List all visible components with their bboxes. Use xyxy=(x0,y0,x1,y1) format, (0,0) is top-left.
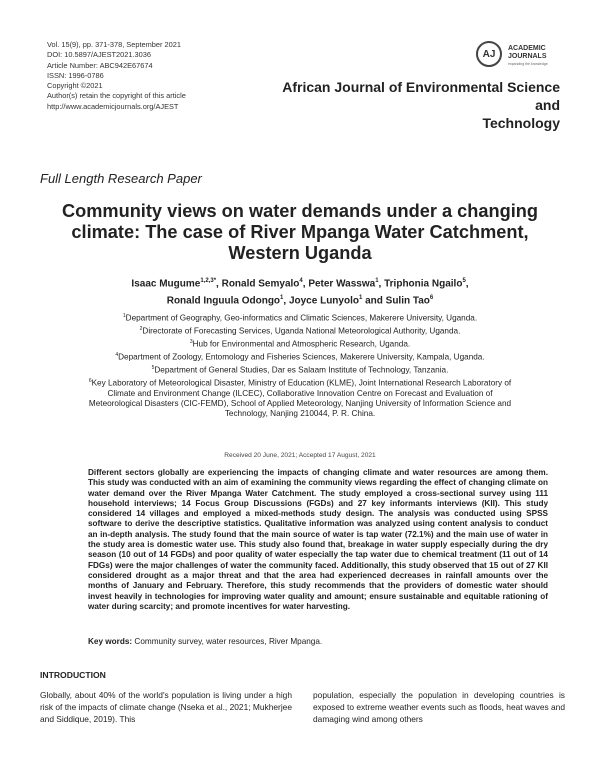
author-name: Ronald Inguula Odongo xyxy=(166,295,281,307)
logo-circle-icon: AJ xyxy=(476,41,502,67)
meta-issn: ISSN: 1996-0786 xyxy=(47,70,104,80)
author-name: Joyce Lunyolo xyxy=(288,295,359,307)
received-accepted-dates: Received 20 June, 2021; Accepted 17 August, 2021 xyxy=(224,452,376,459)
article-metadata xyxy=(47,40,186,112)
affiliation-list xyxy=(40,311,560,419)
affiliation xyxy=(40,311,560,324)
author-affiliation-marker: 1,2,3* xyxy=(200,278,217,284)
journal-title xyxy=(268,78,560,132)
author-line-2 xyxy=(60,291,540,308)
journal-title-line-1: African Journal of Environmental Science and xyxy=(282,79,560,113)
author-list xyxy=(60,274,540,309)
affiliation-text: Department of Geography, Geo-informatics and Climatic Sciences, Makerere University, Uganda. xyxy=(125,313,478,323)
affiliation-text: Department of General Studies, Dar es Salaam Institute of Technology, Tanzania. xyxy=(154,365,449,375)
author-separator: , xyxy=(378,278,385,290)
author-separator: and xyxy=(362,295,386,307)
meta-copyright: Copyright ©2021 xyxy=(47,81,103,91)
affiliation-text: Directorate of Forecasting Services, Uganda National Meteorological Authority, Uganda. xyxy=(142,326,461,336)
affiliation-continued: Technology, Nanjing 210044, P. R. China. xyxy=(224,409,376,419)
logo-line-2: JOURNALS xyxy=(508,53,547,60)
meta-rights: Author(s) retain the copyright of this article xyxy=(47,91,186,101)
affiliation-number: 3 xyxy=(189,338,193,345)
author-affiliation-marker: 4 xyxy=(299,278,303,284)
affiliation-number: 2 xyxy=(139,325,143,332)
meta-doi: DOI: 10.5897/AJEST2021.3036 xyxy=(47,50,151,60)
affiliation-number: 5 xyxy=(151,364,155,371)
abstract: Different sectors globally are experiencing the impacts of changing climate and water resources are among them. This study was conducted with an aim of examining the community views regarding the effect of changing climate on water demand over the River Mpanga Water Catchment. The study employed a cross-sectional survey using 111 household interviews; 14 Focus Group Discussions (FGDs) and 27 key informants interviews (KII). This study considered 14 villages and employed a mixed-methods study design. The analysis was conducted using SPSS software to derive the descriptive statistics. Qualitative information was analyzed using content analysis to conduct an in-depth analysis. The study found that the main source of water is tap water (72.1%) and the main use of water in the study area is domestic water use. This study also found that, breakage in water supply especially during the dry season (10 out of 14 FGDs) and poor quality of water especially the tap water due to chemical treatment (11 out of 14 FDGs) were the major challenges of water the community faced. Additionally, this study observed that 15 out of 27 KII considered drought as a major threat and that the area had experienced decreases in rainfall amounts over the months of January and February. Therefore, this study recommends that the providers of domestic water should invest heavily in technologies for improving water quality and amount; ensure sustainable and equitable rationing of water during scarcity; and promote incentives for water harvesting. xyxy=(88,468,548,611)
body-column-left: Globally, about 40% of the world's population is living under a high risk of the impacts of climate change (Nseka et al., 2021; Mukherjee and Siddique, 2019). This xyxy=(40,690,292,724)
affiliation xyxy=(40,376,560,389)
paper-title-line-2: climate: The case of River Mpanga Water Catchment, xyxy=(71,222,529,242)
author-separator: , xyxy=(283,295,289,307)
author-affiliation-marker: 5 xyxy=(462,278,466,284)
author-name: Ronald Semyalo xyxy=(221,278,300,290)
author-affiliation-marker: 1 xyxy=(358,295,363,302)
paper-title-line-3: Western Uganda xyxy=(228,243,372,263)
author-name: Peter Wasswa xyxy=(308,278,376,290)
meta-url[interactable]: http://www.academicjournals.org/AJEST xyxy=(47,101,179,111)
article-type: Full Length Research Paper xyxy=(40,171,202,186)
affiliation-continued: Meteorological Disasters (CIC-FEMD), School of Applied Meteorology, Nanjing University of Information Science and xyxy=(88,398,512,408)
author-line-1 xyxy=(60,274,540,291)
author-separator: , xyxy=(302,278,309,290)
body-column-right: population, especially the population in developing countries is exposed to extreme weather events such as floods, heat waves and damaging wind among others xyxy=(313,690,565,724)
affiliation-text: Department of Zoology, Entomology and Fisheries Sciences, Makerere University, Kampala, Uganda. xyxy=(118,352,485,362)
journal-title-line-2: Technology xyxy=(482,115,560,131)
section-heading-introduction: INTRODUCTION xyxy=(40,670,106,680)
keywords-label: Key words: xyxy=(88,637,133,646)
author-affiliation-marker: 6 xyxy=(429,295,434,302)
author-name: Sulin Tao xyxy=(385,295,430,307)
affiliation-text: Key Laboratory of Meteorological Disaster, Ministry of Education (KLME), Joint International Research Laboratory of xyxy=(91,378,512,388)
logo-tagline: expanding the knowledge xyxy=(508,62,548,66)
meta-volume: Vol. 15(9), pp. 371-378, September 2021 xyxy=(47,40,181,49)
author-name: Triphonia Ngailo xyxy=(384,278,463,290)
affiliation-text: Hub for Environmental and Atmospheric Research, Uganda. xyxy=(192,339,411,349)
keywords-list: Community survey, water resources, River Mpanga. xyxy=(132,637,323,646)
affiliation-number: 6 xyxy=(88,377,92,384)
author-separator: , xyxy=(216,278,222,290)
logo-wordmark xyxy=(508,45,547,61)
keywords xyxy=(88,637,548,646)
affiliation xyxy=(40,337,560,350)
affiliation xyxy=(40,363,560,376)
author-affiliation-marker: 1 xyxy=(375,278,379,284)
paper-title xyxy=(40,201,560,264)
paper-title-line-1: Community views on water demands under a changing xyxy=(62,201,538,221)
affiliation-number: 4 xyxy=(115,351,119,358)
author-separator: , xyxy=(465,278,469,290)
affiliation-continued: Climate and Environment Change (ILCEC), Collaborative Innovation Centre on Forecast and Evaluation of xyxy=(107,388,493,398)
affiliation xyxy=(40,324,560,337)
author-affiliation-marker: 1 xyxy=(280,295,284,302)
affiliation-number: 1 xyxy=(122,313,126,319)
academic-journals-logo xyxy=(476,41,586,71)
author-name: Isaac Mugume xyxy=(131,278,201,290)
meta-article-number: Article Number: ABC942E67674 xyxy=(47,60,153,70)
affiliation xyxy=(40,350,560,363)
logo-line-1: ACADEMIC xyxy=(508,45,546,52)
